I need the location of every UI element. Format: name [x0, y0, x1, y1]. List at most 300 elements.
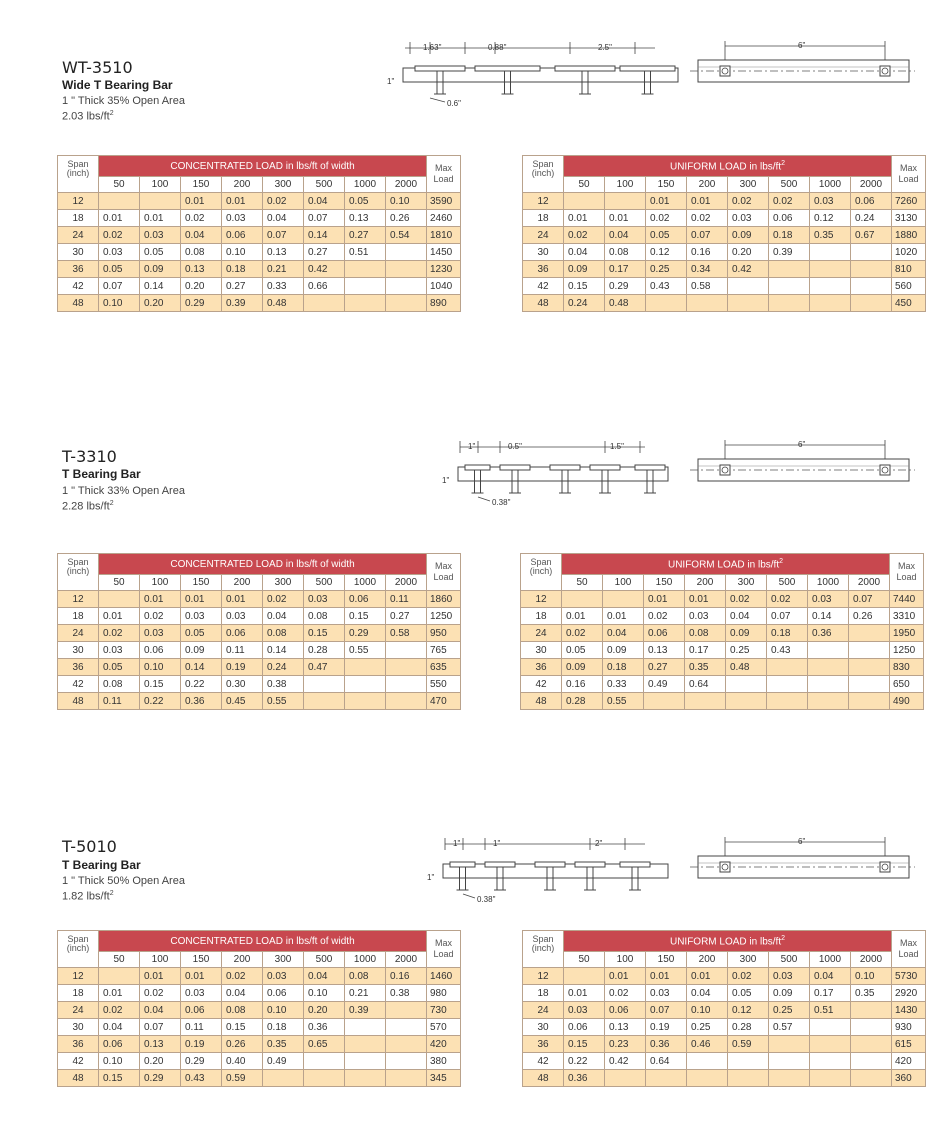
load-value: 0.36 — [646, 1036, 687, 1053]
load-value: 0.04 — [726, 608, 767, 625]
load-value: 0.55 — [345, 642, 386, 659]
span-value: 12 — [58, 591, 99, 608]
load-value: 0.10 — [140, 659, 181, 676]
load-value: 0.27 — [386, 608, 427, 625]
load-value: 0.26 — [849, 608, 890, 625]
load-table-title-text: UNIFORM LOAD in lbs/ft — [669, 161, 782, 173]
span-header-unit: (inch) — [66, 566, 90, 576]
load-value: 0.12 — [810, 210, 851, 227]
load-value — [687, 1053, 728, 1070]
table-row — [58, 642, 461, 659]
load-value — [810, 1019, 851, 1036]
load-value: 0.58 — [687, 278, 728, 295]
max-load-value: 930 — [892, 1019, 926, 1036]
load-value: 0.02 — [726, 591, 767, 608]
max-load-value: 1450 — [427, 244, 461, 261]
load-value: 0.12 — [728, 1002, 769, 1019]
load-table-title-text: UNIFORM LOAD in lbs/ft — [669, 936, 782, 948]
max-header-unit: Load — [433, 174, 454, 184]
max-load-value: 570 — [427, 1019, 461, 1036]
load-value: 0.08 — [263, 625, 304, 642]
load-value: 0.64 — [646, 1053, 687, 1070]
load-value: 0.03 — [140, 227, 181, 244]
load-value: 0.06 — [140, 642, 181, 659]
column-header: 150 — [646, 952, 687, 968]
load-value — [605, 193, 646, 210]
load-value: 0.03 — [99, 642, 140, 659]
load-value: 0.35 — [263, 1036, 304, 1053]
span-value: 48 — [58, 693, 99, 710]
uniform-load-table — [522, 155, 926, 312]
load-table-title-text: CONCENTRATED LOAD in lbs/ft of width — [170, 160, 355, 172]
column-header: 500 — [304, 952, 345, 968]
load-value: 0.05 — [99, 659, 140, 676]
product-section-t5010 — [0, 780, 938, 1140]
load-value: 0.01 — [181, 968, 222, 985]
load-value: 0.59 — [728, 1036, 769, 1053]
load-value — [810, 244, 851, 261]
load-table-title-text: CONCENTRATED LOAD in lbs/ft of width — [170, 558, 355, 570]
load-value: 0.08 — [605, 244, 646, 261]
load-value: 0.42 — [605, 1053, 646, 1070]
load-value: 0.01 — [99, 608, 140, 625]
span-value: 30 — [523, 1019, 564, 1036]
span-value: 42 — [58, 676, 99, 693]
dimension-label: 0.38" — [477, 895, 496, 904]
table-row — [521, 608, 924, 625]
cross-section-diagram — [440, 435, 675, 515]
table-row — [523, 1002, 926, 1019]
load-value: 0.13 — [605, 1019, 646, 1036]
load-value: 0.09 — [181, 642, 222, 659]
load-value: 0.01 — [562, 608, 603, 625]
max-load-value: 450 — [892, 295, 926, 312]
load-value — [386, 1070, 427, 1087]
dimension-label: 2.5" — [598, 43, 612, 52]
side-view-diagram — [690, 435, 915, 490]
load-value — [849, 693, 890, 710]
load-value: 0.02 — [728, 193, 769, 210]
load-value: 0.59 — [222, 1070, 263, 1087]
load-value: 0.57 — [769, 1019, 810, 1036]
load-value — [304, 1070, 345, 1087]
column-header: 2000 — [851, 177, 892, 193]
bearing-bar-flange — [550, 465, 580, 470]
load-value — [808, 693, 849, 710]
load-table-title-text: UNIFORM LOAD in lbs/ft — [667, 559, 780, 571]
max-header-unit: Load — [898, 949, 919, 959]
load-value — [728, 295, 769, 312]
table-row — [58, 693, 461, 710]
load-value — [849, 625, 890, 642]
length-label: 6" — [798, 41, 806, 50]
load-value: 0.01 — [687, 193, 728, 210]
span-value: 30 — [58, 1019, 99, 1036]
load-value: 0.04 — [99, 1019, 140, 1036]
load-value: 0.02 — [140, 985, 181, 1002]
load-value: 0.10 — [386, 193, 427, 210]
max-load-value: 1250 — [427, 608, 461, 625]
max-load-value: 635 — [427, 659, 461, 676]
column-header: 300 — [263, 575, 304, 591]
column-header: 200 — [687, 177, 728, 193]
load-value — [345, 1019, 386, 1036]
span-header-unit: (inch) — [66, 943, 90, 953]
load-value: 0.04 — [564, 244, 605, 261]
dimension-label: 1.5" — [610, 442, 624, 451]
load-value: 0.18 — [769, 227, 810, 244]
span-header-label: Span — [67, 557, 89, 567]
load-value — [810, 1070, 851, 1087]
load-value — [646, 295, 687, 312]
rod-hole — [720, 465, 730, 475]
max-load-header — [890, 554, 924, 591]
column-header: 50 — [564, 952, 605, 968]
max-load-value: 1230 — [427, 261, 461, 278]
load-value: 0.10 — [263, 1002, 304, 1019]
load-value: 0.01 — [181, 193, 222, 210]
load-value — [345, 659, 386, 676]
max-load-value: 380 — [427, 1053, 461, 1070]
dimension-label: 2" — [595, 839, 603, 848]
product-section-wt3510 — [0, 0, 938, 330]
column-header: 2000 — [851, 952, 892, 968]
load-value — [810, 261, 851, 278]
load-value: 0.01 — [605, 968, 646, 985]
load-value: 0.10 — [304, 985, 345, 1002]
span-header-unit: (inch) — [531, 943, 555, 953]
load-value: 0.15 — [99, 1070, 140, 1087]
table-row — [521, 676, 924, 693]
load-value: 0.02 — [99, 227, 140, 244]
load-value: 0.03 — [769, 968, 810, 985]
load-value: 0.03 — [140, 625, 181, 642]
column-header: 500 — [767, 575, 808, 591]
cross-section-diagram — [385, 36, 685, 118]
span-header — [523, 156, 564, 193]
load-value: 0.55 — [263, 693, 304, 710]
dimension-label: 1" — [468, 442, 476, 451]
span-header-label: Span — [530, 557, 552, 567]
load-value — [687, 295, 728, 312]
leader-line — [463, 894, 475, 898]
load-value: 0.01 — [222, 193, 263, 210]
load-value: 0.04 — [304, 193, 345, 210]
load-value — [304, 676, 345, 693]
span-value: 24 — [523, 227, 564, 244]
load-table-title — [99, 554, 427, 575]
table-row — [523, 210, 926, 227]
load-value — [99, 968, 140, 985]
load-value: 0.51 — [345, 244, 386, 261]
span-header — [523, 931, 564, 968]
load-value — [849, 642, 890, 659]
span-header-unit: (inch) — [531, 168, 555, 178]
load-value — [304, 1053, 345, 1070]
dimension-label: 1.63" — [423, 43, 442, 52]
column-header: 2000 — [849, 575, 890, 591]
load-value — [386, 1002, 427, 1019]
load-value: 0.11 — [99, 693, 140, 710]
table-row — [523, 261, 926, 278]
max-load-value: 2920 — [892, 985, 926, 1002]
load-value: 0.01 — [564, 985, 605, 1002]
column-header: 300 — [726, 575, 767, 591]
load-value: 0.03 — [808, 591, 849, 608]
span-value: 36 — [58, 659, 99, 676]
load-value: 0.01 — [685, 591, 726, 608]
column-header: 2000 — [386, 952, 427, 968]
load-value: 0.14 — [304, 227, 345, 244]
load-value: 0.39 — [345, 1002, 386, 1019]
max-load-header — [892, 931, 926, 968]
load-value: 0.04 — [222, 985, 263, 1002]
span-value: 24 — [58, 227, 99, 244]
load-value: 0.66 — [304, 278, 345, 295]
load-value: 0.02 — [562, 625, 603, 642]
load-value — [345, 1053, 386, 1070]
load-value: 0.14 — [808, 608, 849, 625]
span-value: 18 — [58, 985, 99, 1002]
load-value: 0.15 — [345, 608, 386, 625]
max-load-value: 810 — [892, 261, 926, 278]
column-header: 150 — [181, 575, 222, 591]
bearing-bar-flange — [590, 465, 620, 470]
column-header: 150 — [181, 952, 222, 968]
column-header: 200 — [222, 952, 263, 968]
load-value: 0.08 — [222, 1002, 263, 1019]
span-header-label: Span — [532, 159, 554, 169]
table-row — [58, 227, 461, 244]
load-value — [851, 261, 892, 278]
load-value: 0.06 — [605, 1002, 646, 1019]
load-value: 0.26 — [386, 210, 427, 227]
load-value: 0.06 — [345, 591, 386, 608]
column-header: 300 — [263, 177, 304, 193]
load-value: 0.01 — [99, 210, 140, 227]
load-value: 0.06 — [769, 210, 810, 227]
load-value: 0.43 — [646, 278, 687, 295]
table-row — [58, 261, 461, 278]
column-header: 500 — [304, 575, 345, 591]
load-value: 0.04 — [687, 985, 728, 1002]
load-value: 0.17 — [685, 642, 726, 659]
load-value: 0.07 — [263, 227, 304, 244]
column-header: 500 — [769, 177, 810, 193]
table-row — [58, 659, 461, 676]
load-value — [386, 295, 427, 312]
load-value: 0.12 — [646, 244, 687, 261]
table-row — [523, 227, 926, 244]
max-load-value: 550 — [427, 676, 461, 693]
cross-section-diagram — [425, 832, 675, 907]
load-table-title — [564, 931, 892, 952]
load-value — [687, 1070, 728, 1087]
span-value: 30 — [58, 244, 99, 261]
load-value: 0.27 — [345, 227, 386, 244]
column-header: 1000 — [345, 952, 386, 968]
height-label: 1" — [442, 476, 450, 485]
column-header: 50 — [562, 575, 603, 591]
load-value — [810, 278, 851, 295]
load-value — [605, 1070, 646, 1087]
bearing-bar-flange — [575, 862, 605, 867]
load-value: 0.48 — [605, 295, 646, 312]
load-value: 0.02 — [646, 210, 687, 227]
load-value: 0.51 — [810, 1002, 851, 1019]
max-header-label: Max — [899, 163, 917, 173]
max-load-value: 3590 — [427, 193, 461, 210]
dimension-label: 1" — [493, 839, 501, 848]
load-value — [851, 1002, 892, 1019]
product-name: T Bearing Bar — [62, 858, 141, 872]
load-value — [767, 676, 808, 693]
load-value: 0.29 — [181, 295, 222, 312]
load-value: 0.10 — [99, 1053, 140, 1070]
column-header: 100 — [605, 952, 646, 968]
load-value: 0.01 — [140, 591, 181, 608]
load-value: 0.35 — [851, 985, 892, 1002]
column-header: 100 — [140, 952, 181, 968]
load-value: 0.45 — [222, 693, 263, 710]
load-value: 0.13 — [644, 642, 685, 659]
span-value: 36 — [523, 1036, 564, 1053]
max-load-value: 830 — [890, 659, 924, 676]
table-row — [58, 608, 461, 625]
product-weight: 1.82 lbs/$ft^2$ — [62, 890, 114, 903]
bearing-bar-flange — [535, 862, 565, 867]
rod-hole — [880, 862, 890, 872]
table-row — [58, 193, 461, 210]
span-value: 18 — [58, 608, 99, 625]
load-value — [767, 693, 808, 710]
load-value — [851, 1053, 892, 1070]
load-value: 0.02 — [769, 193, 810, 210]
table-row — [523, 193, 926, 210]
load-value — [728, 1070, 769, 1087]
load-value: 0.10 — [222, 244, 263, 261]
load-value: 0.19 — [646, 1019, 687, 1036]
load-value: 0.18 — [603, 659, 644, 676]
column-header: 150 — [181, 177, 222, 193]
load-value: 0.03 — [181, 985, 222, 1002]
load-value — [345, 676, 386, 693]
table-row — [58, 244, 461, 261]
load-value: 0.18 — [222, 261, 263, 278]
load-value: 0.05 — [140, 244, 181, 261]
max-header-unit: Load — [898, 174, 919, 184]
span-value: 42 — [58, 278, 99, 295]
load-value — [386, 1053, 427, 1070]
load-value — [386, 659, 427, 676]
span-value: 18 — [58, 210, 99, 227]
load-value: 0.05 — [99, 261, 140, 278]
max-load-value: 1950 — [890, 625, 924, 642]
load-value: 0.03 — [810, 193, 851, 210]
load-value: 0.02 — [564, 227, 605, 244]
bearing-bar-flange — [465, 465, 490, 470]
span-header-label: Span — [532, 934, 554, 944]
span-value: 42 — [58, 1053, 99, 1070]
max-load-value: 1810 — [427, 227, 461, 244]
load-value — [810, 1053, 851, 1070]
load-value: 0.02 — [181, 210, 222, 227]
max-header-label: Max — [897, 561, 915, 571]
span-value: 42 — [523, 278, 564, 295]
load-value: 0.48 — [263, 295, 304, 312]
load-value: 0.49 — [263, 1053, 304, 1070]
column-header: 1000 — [808, 575, 849, 591]
load-value: 0.03 — [304, 591, 345, 608]
load-value: 0.07 — [99, 278, 140, 295]
table-row — [58, 1036, 461, 1053]
table-row — [523, 1053, 926, 1070]
span-value: 48 — [58, 295, 99, 312]
product-code: T-5010 — [62, 837, 117, 856]
load-value: 0.22 — [140, 693, 181, 710]
load-value: 0.17 — [810, 985, 851, 1002]
load-value: 0.67 — [851, 227, 892, 244]
load-value: 0.64 — [685, 676, 726, 693]
load-value: 0.01 — [687, 968, 728, 985]
column-header: 500 — [769, 952, 810, 968]
product-section-t3310 — [0, 390, 938, 730]
table-row — [58, 210, 461, 227]
bearing-bar-flange — [500, 465, 530, 470]
load-value: 0.58 — [386, 625, 427, 642]
max-header-unit: Load — [433, 949, 454, 959]
load-value: 0.05 — [562, 642, 603, 659]
max-load-value: 3130 — [892, 210, 926, 227]
load-value — [386, 261, 427, 278]
span-value: 36 — [521, 659, 562, 676]
column-header: 2000 — [386, 177, 427, 193]
load-value: 0.16 — [386, 968, 427, 985]
column-header-row — [58, 575, 461, 591]
load-value: 0.09 — [728, 227, 769, 244]
load-value: 0.07 — [646, 1002, 687, 1019]
load-value: 0.06 — [99, 1036, 140, 1053]
load-value: 0.02 — [687, 210, 728, 227]
load-value: 0.04 — [263, 210, 304, 227]
load-value: 0.06 — [644, 625, 685, 642]
load-value: 0.01 — [644, 591, 685, 608]
load-value: 0.03 — [222, 608, 263, 625]
load-value: 0.28 — [304, 642, 345, 659]
load-value: 0.29 — [605, 278, 646, 295]
load-value: 0.38 — [386, 985, 427, 1002]
leader-line — [478, 497, 490, 501]
load-value: 0.06 — [222, 227, 263, 244]
max-load-value: 1250 — [890, 642, 924, 659]
load-value: 0.03 — [181, 608, 222, 625]
load-value: 0.02 — [99, 1002, 140, 1019]
load-value: 0.47 — [304, 659, 345, 676]
product-thickness: 1 " Thick 50% Open Area — [62, 875, 185, 887]
span-value: 18 — [521, 608, 562, 625]
span-value: 30 — [521, 642, 562, 659]
span-value: 36 — [58, 1036, 99, 1053]
load-value: 0.02 — [99, 625, 140, 642]
load-table-title-text: CONCENTRATED LOAD in lbs/ft of width — [170, 935, 355, 947]
height-label: 1" — [427, 873, 435, 882]
load-value: 0.01 — [564, 210, 605, 227]
bearing-bar-flange — [415, 66, 465, 71]
load-value: 0.09 — [603, 642, 644, 659]
load-table-title — [99, 156, 427, 177]
load-value: 0.29 — [181, 1053, 222, 1070]
load-value: 0.01 — [99, 985, 140, 1002]
